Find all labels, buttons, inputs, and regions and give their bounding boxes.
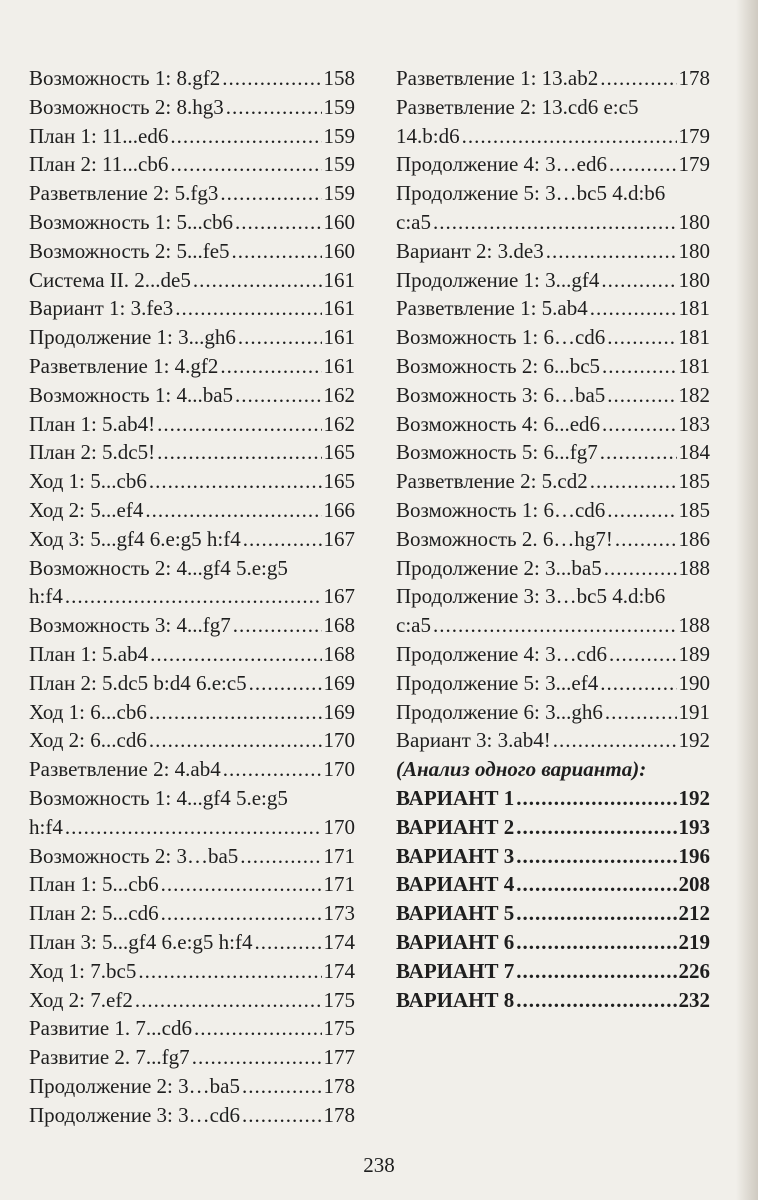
toc-entry (396, 438, 710, 467)
toc-entry-title: Возможность 2: 5...fe5 (29, 238, 230, 263)
dot-leader (232, 237, 322, 266)
toc-entry (29, 957, 355, 986)
toc-entry (29, 1014, 355, 1043)
toc-entry-title: Разветвление 1: 13.ab2 (396, 66, 599, 90)
toc-entry-page: 170 (323, 728, 355, 753)
toc-right-entries (396, 64, 710, 755)
toc-entry (29, 784, 355, 813)
toc-entry-title: Ход 3: 5...gf4 6.e:g5 h:f4 (29, 526, 241, 551)
dot-leader (249, 669, 322, 698)
toc-entry (29, 294, 355, 323)
dot-leader (193, 266, 322, 295)
toc-entry (396, 381, 710, 410)
toc-entry-title: Продолжение 4: 3…cd6 (396, 641, 607, 666)
toc-entry-title: 14.b:d6 (396, 123, 460, 148)
toc-entry (396, 870, 710, 899)
toc-entry (29, 64, 355, 93)
toc-entry-title: Возможность 1: 6…cd6 (396, 497, 606, 522)
toc-entry-title: Возможность 1: 8.gf2 (29, 66, 221, 90)
toc-entry-title: Ход 2: 6...cd6 (29, 728, 147, 753)
dot-leader (609, 150, 677, 179)
dot-leader (235, 208, 321, 237)
toc-entry (29, 986, 355, 1015)
toc-entry-title: h:f4 (29, 584, 63, 609)
dot-leader (135, 986, 322, 1015)
dot-leader (242, 1072, 322, 1101)
toc-entry (396, 150, 710, 179)
dot-leader (516, 986, 676, 1015)
toc-entry-title: Возможность 1: 4...ba5 (29, 382, 234, 407)
toc-entry (29, 352, 355, 381)
dot-leader (149, 467, 322, 496)
toc-entry-title: c:a5 (396, 613, 431, 638)
toc-entry (29, 640, 355, 669)
toc-entry (29, 899, 355, 928)
toc-entry (29, 237, 355, 266)
toc-entry (396, 352, 710, 381)
dot-leader (607, 381, 676, 410)
toc-entry (396, 842, 710, 871)
toc-entry-title: План 1: 5...cb6 (29, 872, 159, 897)
toc-entry-page: 208 (678, 872, 710, 897)
toc-entry-title: Разветвление 2: 5.cd2 (396, 469, 588, 494)
dot-leader (238, 323, 322, 352)
toc-entry (29, 1101, 355, 1130)
dot-leader (222, 64, 321, 93)
toc-entry-title: Возможность 3: 4...fg7 (29, 613, 231, 638)
toc-entry (29, 381, 355, 410)
toc-entry (29, 266, 355, 295)
toc-entry (396, 323, 710, 352)
toc-entry-page: 159 (323, 123, 355, 148)
toc-entry-page: 165 (323, 469, 355, 494)
toc-entry-title: Ход 1: 7.bc5 (29, 958, 137, 983)
toc-entry-page: 161 (323, 267, 355, 292)
toc-entry-page: 181 (678, 353, 710, 378)
toc-entry-page: 162 (323, 411, 355, 436)
toc-entry (396, 899, 710, 928)
toc-variant-entries (396, 784, 710, 1014)
toc-entry (29, 582, 355, 611)
dot-leader (600, 64, 676, 93)
toc-entry-title: Продолжение 2: 3...ba5 (396, 555, 602, 580)
toc-entry-page: 166 (323, 497, 355, 522)
dot-leader (516, 928, 676, 957)
toc-entry-page: 174 (323, 929, 355, 954)
toc-entry-title: Продолжение 5: 3…bc5 4.d:b6 (396, 181, 666, 206)
toc-entry (396, 669, 710, 698)
toc-entry-title: План 2: 5.dc5! (29, 440, 156, 465)
toc-entry-page: 180 (678, 209, 710, 234)
toc-entry-page: 192 (678, 785, 710, 810)
dot-leader (433, 208, 677, 237)
toc-entry-title: План 1: 5.ab4! (29, 411, 156, 436)
toc-entry (396, 957, 710, 986)
toc-entry-title: h:f4 (29, 814, 63, 839)
toc-entry-page: 160 (323, 209, 355, 234)
toc-entry-page: 185 (678, 469, 710, 494)
toc-entry-title: План 1: 5.ab4 (29, 641, 149, 666)
toc-entry-title: ВАРИАНТ 4 (396, 872, 515, 897)
toc-entry-title: Возможность 2: 3…ba5 (29, 843, 239, 868)
toc-entry-title: Вариант 3: 3.ab4! (396, 728, 551, 753)
toc-entry-page: 182 (678, 382, 710, 407)
toc-entry-title: План 2: 5...cd6 (29, 901, 159, 926)
dot-leader (223, 755, 322, 784)
toc-entry-page: 189 (678, 641, 710, 666)
toc-entry (396, 986, 710, 1015)
toc-entry-title: Возможность 5: 6...fg7 (396, 440, 598, 465)
toc-entry-title: Ход 2: 5...ef4 (29, 497, 144, 522)
dot-leader (194, 1014, 321, 1043)
dot-leader (157, 410, 321, 439)
toc-entry (29, 323, 355, 352)
dot-leader (609, 640, 677, 669)
dot-leader (590, 467, 677, 496)
toc-entry (29, 554, 355, 583)
toc-entry-title: Продолжение 3: 3…bc5 4.d:b6 (396, 584, 666, 609)
toc-entry-title: Ход 1: 6...cb6 (29, 699, 147, 724)
toc-entry (29, 150, 355, 179)
toc-entry (396, 93, 710, 122)
dot-leader (607, 496, 676, 525)
toc-entry-title: Вариант 2: 3.de3 (396, 238, 544, 263)
toc-entry-title: Продолжение 4: 3…ed6 (396, 152, 607, 177)
toc-entry-page: 160 (323, 238, 355, 263)
toc-entry-title: Развитие 2. 7...fg7 (29, 1045, 190, 1070)
toc-entry-title: Возможность 1: 4...gf4 5.e:g5 (29, 785, 288, 810)
toc-entry-page: 167 (323, 584, 355, 609)
dot-leader (602, 352, 676, 381)
toc-entry-page: 174 (323, 958, 355, 983)
toc-entry-page: 175 (323, 987, 355, 1012)
toc-entry (396, 698, 710, 727)
dot-leader (516, 899, 676, 928)
toc-entry-page: 192 (678, 728, 710, 753)
toc-entry-page: 219 (678, 929, 710, 954)
toc-entry (396, 813, 710, 842)
dot-leader (516, 842, 676, 871)
dot-leader (607, 323, 676, 352)
toc-entry-title: ВАРИАНТ 3 (396, 843, 515, 868)
toc-entry-page: 181 (678, 325, 710, 350)
dot-leader (161, 899, 322, 928)
toc-entry-page: 173 (323, 901, 355, 926)
toc-entry-page: 177 (323, 1045, 355, 1070)
dot-leader (590, 294, 677, 323)
toc-entry-title: Разветвление 1: 4.gf2 (29, 353, 219, 378)
toc-entry (396, 726, 710, 755)
toc-entry (29, 93, 355, 122)
dot-leader (226, 93, 322, 122)
toc-entry (29, 698, 355, 727)
toc-entry (396, 237, 710, 266)
dot-leader (462, 122, 677, 151)
page-edge (736, 0, 758, 1200)
dot-leader (170, 150, 321, 179)
toc-entry-title: Продолжение 3: 3…cd6 (29, 1102, 240, 1127)
dot-leader (255, 928, 322, 957)
toc-entry-page: 178 (323, 1102, 355, 1127)
toc-entry-page: 162 (323, 382, 355, 407)
toc-entry-page: 180 (678, 238, 710, 263)
toc-entry (396, 122, 710, 151)
dot-leader (145, 496, 321, 525)
dot-leader (150, 640, 321, 669)
toc-entry (396, 410, 710, 439)
dot-leader (157, 438, 321, 467)
toc-entry (29, 179, 355, 208)
toc-entry-page: 212 (678, 901, 710, 926)
toc-entry-title: Разветвление 2: 13.cd6 e:c5 (396, 94, 639, 119)
toc-entry (29, 525, 355, 554)
toc-entry (29, 928, 355, 957)
toc-entry-page: 159 (323, 152, 355, 177)
toc-entry-title: Система II. 2...de5 (29, 267, 191, 292)
toc-entry-page: 159 (323, 94, 355, 119)
toc-entry-title: Ход 2: 7.ef2 (29, 987, 133, 1012)
dot-leader (602, 410, 676, 439)
toc-entry (29, 1043, 355, 1072)
toc-entry-title: Развитие 1. 7...cd6 (29, 1016, 193, 1041)
toc-entry-title: Вариант 1: 3.fe3 (29, 296, 174, 321)
toc-entry-page: 188 (678, 613, 710, 638)
toc-entry-title: Возможность 2: 4...gf4 5.e:g5 (29, 555, 288, 580)
toc-entry (396, 266, 710, 295)
dot-leader (161, 870, 322, 899)
toc-entry-page: 170 (323, 757, 355, 782)
toc-entry-page: 191 (678, 699, 710, 724)
dot-leader (220, 179, 321, 208)
dot-leader (516, 813, 676, 842)
toc-entry-title: Продолжение 1: 3...gf4 (396, 267, 600, 292)
toc-entry-title: ВАРИАНТ 8 (396, 987, 515, 1012)
dot-leader (604, 554, 677, 583)
toc-entry-page: 179 (678, 123, 710, 148)
toc-entry (29, 726, 355, 755)
toc-entry (29, 438, 355, 467)
toc-entry-page: 181 (678, 296, 710, 321)
dot-leader (600, 669, 676, 698)
toc-entry-title: c:a5 (396, 209, 431, 234)
dot-leader (240, 842, 321, 871)
dot-leader (605, 698, 677, 727)
dot-leader (553, 726, 677, 755)
toc-entry-title: ВАРИАНТ 6 (396, 929, 515, 954)
toc-entry (396, 208, 710, 237)
toc-entry-page: 183 (678, 411, 710, 436)
dot-leader (546, 237, 677, 266)
toc-entry-title: Возможность 2. 6…hg7! (396, 526, 613, 551)
toc-entry (396, 554, 710, 583)
toc-entry-page: 168 (323, 613, 355, 638)
toc-entry-title: Возможность 2: 8.hg3 (29, 94, 224, 119)
dot-leader (192, 1043, 322, 1072)
toc-entry-title: Разветвление 1: 5.ab4 (396, 296, 588, 321)
dot-leader (149, 726, 322, 755)
dot-leader (149, 698, 322, 727)
toc-entry (396, 784, 710, 813)
toc-entry-page: 232 (678, 987, 710, 1012)
page-number: 238 (363, 1153, 395, 1177)
toc-entry-page: 180 (678, 267, 710, 292)
dot-leader (516, 957, 676, 986)
toc-entry (396, 582, 710, 611)
toc-entry-title: Ход 1: 5...cb6 (29, 469, 147, 494)
dot-leader (235, 381, 321, 410)
toc-entry-title: Возможность 3: 6…ba5 (396, 382, 606, 407)
toc-entry-page: 184 (678, 440, 710, 465)
toc-entry-page: 168 (323, 641, 355, 666)
toc-entry (29, 813, 355, 842)
dot-leader (220, 352, 321, 381)
toc-entry-page: 186 (678, 526, 710, 551)
toc-entry (29, 870, 355, 899)
toc-entry (396, 611, 710, 640)
toc-entry-title: ВАРИАНТ 5 (396, 901, 515, 926)
toc-entry (29, 496, 355, 525)
analysis-heading: (Анализ одного варианта): (396, 757, 647, 782)
toc-entry-page: 158 (323, 66, 355, 90)
toc-entry-title: ВАРИАНТ 7 (396, 958, 515, 983)
toc-entry-page: 196 (678, 843, 710, 868)
toc-entry (29, 467, 355, 496)
toc-entry (396, 640, 710, 669)
toc-entry-title: Разветвление 2: 4.ab4 (29, 757, 221, 782)
toc-entry (29, 755, 355, 784)
toc-entry-page: 190 (678, 670, 710, 695)
toc-entry (29, 208, 355, 237)
toc-entry-title: Разветвление 2: 5.fg3 (29, 181, 219, 206)
toc-entry (29, 1072, 355, 1101)
toc-entry-title: Продолжение 1: 3...gh6 (29, 325, 236, 350)
dot-leader (600, 438, 677, 467)
dot-leader (243, 525, 322, 554)
toc-entry-title: ВАРИАНТ 2 (396, 814, 515, 839)
toc-entry-page: 161 (323, 296, 355, 321)
toc-entry-page: 171 (323, 872, 355, 897)
toc-entry-page: 175 (323, 1016, 355, 1041)
toc-entry-title: Возможность 1: 6…cd6 (396, 325, 606, 350)
toc-right-column (396, 64, 710, 1014)
toc-entry-page: 161 (323, 325, 355, 350)
toc-entry-page: 178 (678, 66, 710, 90)
toc-entry (396, 928, 710, 957)
toc-entry (29, 669, 355, 698)
toc-entry (29, 410, 355, 439)
toc-entry (396, 467, 710, 496)
toc-entry-title: План 2: 11...cb6 (29, 152, 169, 177)
toc-entry (29, 611, 355, 640)
toc-entry (29, 122, 355, 151)
dot-leader (516, 784, 676, 813)
dot-leader (175, 294, 321, 323)
toc-entry-title: Возможность 2: 6...bc5 (396, 353, 601, 378)
toc-entry-title: Продолжение 6: 3...gh6 (396, 699, 603, 724)
toc-entry-page: 165 (323, 440, 355, 465)
dot-leader (615, 525, 677, 554)
toc-entry-page: 159 (323, 181, 355, 206)
dot-leader (138, 957, 321, 986)
toc-entry (396, 525, 710, 554)
toc-entry-title: План 2: 5.dc5 b:d4 6.e:c5 (29, 670, 247, 695)
dot-leader (233, 611, 322, 640)
toc-entry-title: План 3: 5...gf4 6.e:g5 h:f4 (29, 929, 253, 954)
dot-leader (433, 611, 677, 640)
toc-left-column (29, 64, 355, 1129)
toc-entry (396, 496, 710, 525)
dot-leader (242, 1101, 322, 1130)
toc-entry-title: ВАРИАНТ 1 (396, 785, 515, 810)
toc-entry-page: 171 (323, 843, 355, 868)
dot-leader (170, 122, 321, 151)
toc-entry-page: 170 (323, 814, 355, 839)
dot-leader (601, 266, 676, 295)
toc-entry-page: 185 (678, 497, 710, 522)
toc-entry-page: 178 (323, 1073, 355, 1098)
toc-entry-title: Продолжение 5: 3...ef4 (396, 670, 599, 695)
toc-entry-page: 169 (323, 670, 355, 695)
toc-entry (396, 64, 710, 93)
toc-entry-page: 167 (323, 526, 355, 551)
toc-entry-page: 226 (678, 958, 710, 983)
toc-entry-page: 169 (323, 699, 355, 724)
toc-entry-title: План 1: 11...ed6 (29, 123, 169, 148)
dot-leader (65, 582, 322, 611)
toc-entry-page: 161 (323, 353, 355, 378)
toc-entry (396, 294, 710, 323)
dot-leader (516, 870, 676, 899)
toc-entry-page: 188 (678, 555, 710, 580)
toc-entry-page: 193 (678, 814, 710, 839)
dot-leader (65, 813, 322, 842)
toc-entry-title: Возможность 4: 6...ed6 (396, 411, 601, 436)
toc-entry (396, 179, 710, 208)
toc-entry-title: Продолжение 2: 3…ba5 (29, 1073, 240, 1098)
toc-entry-title: Возможность 1: 5...cb6 (29, 209, 234, 234)
toc-entry-page: 179 (678, 152, 710, 177)
toc-entry (29, 842, 355, 871)
